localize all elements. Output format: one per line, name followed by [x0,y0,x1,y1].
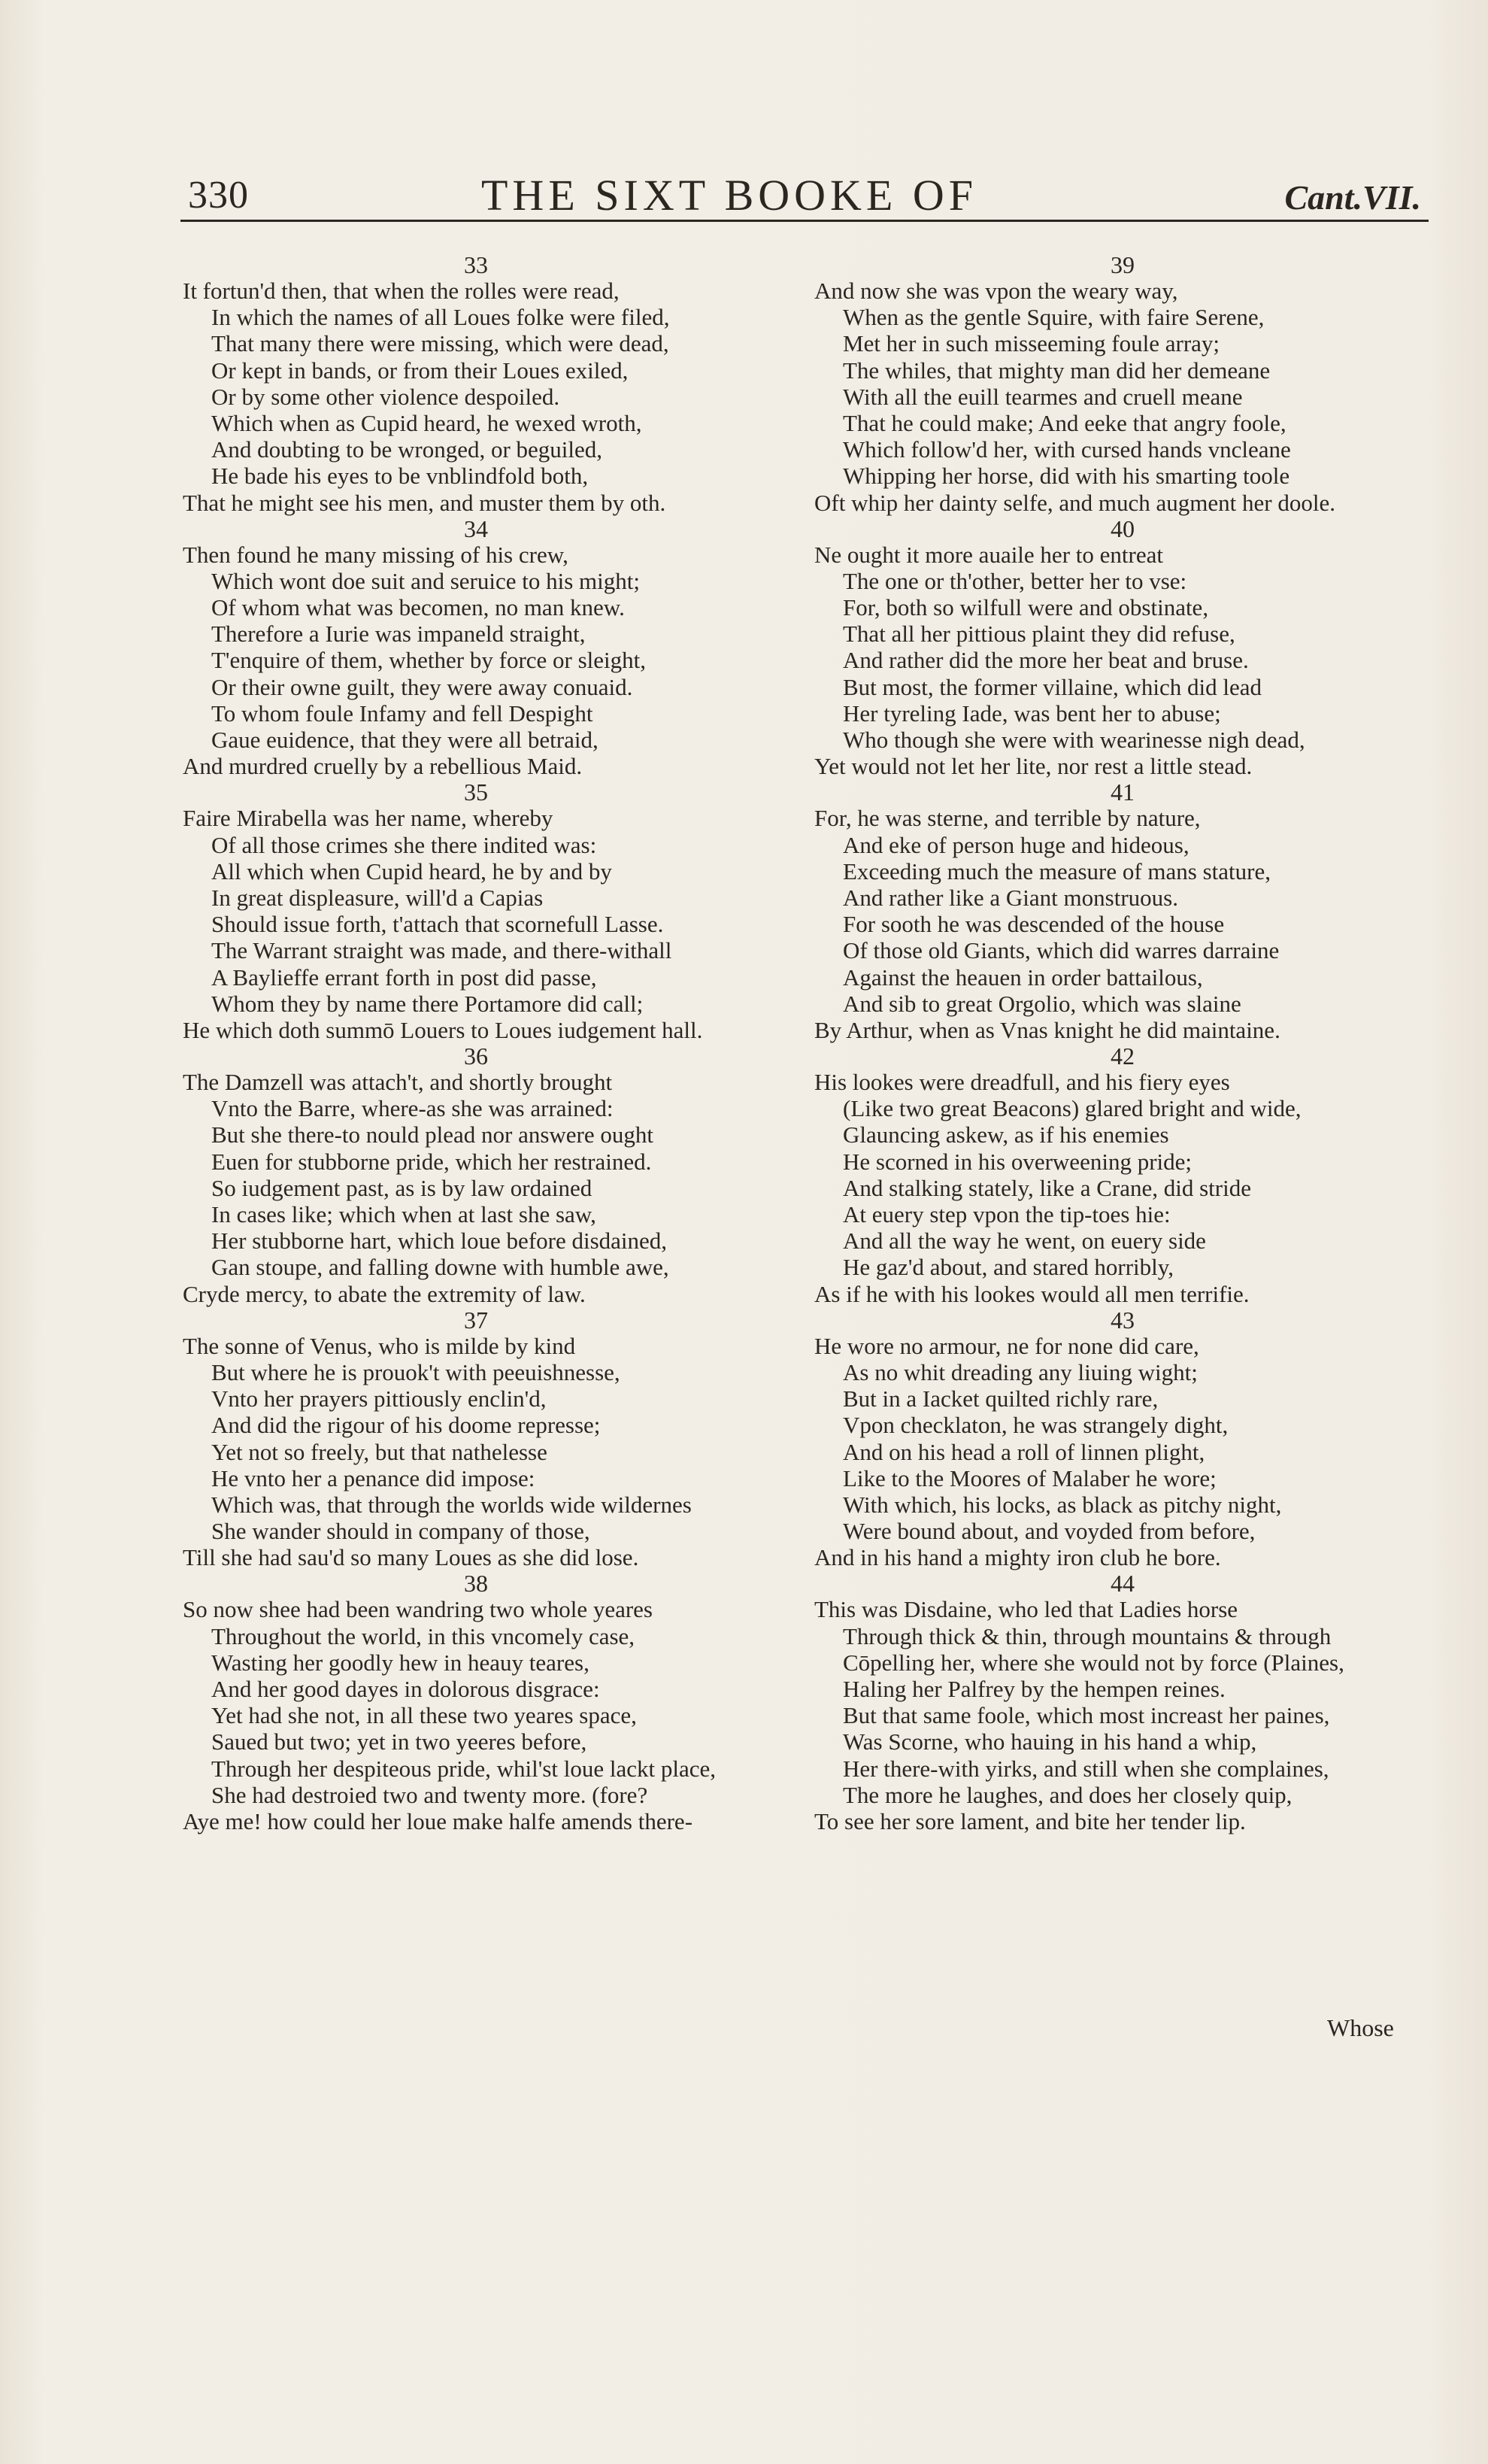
verse-line: In great displeasure, will'd a Capias [211,884,544,911]
verse-line: It fortun'd then, that when the rolles were read, [183,278,620,304]
verse-line: Were bound about, and voyded from before, [843,1518,1256,1545]
verse-line: Or kept in bands, or from their Loues exiled, [211,357,629,384]
verse-line: Yet would not let her lite, nor rest a little stead. [814,753,1253,780]
verse-line: Of all those crimes she there indited was: [211,831,597,858]
stanza [183,252,769,516]
verse-line: But she there-to nould plead nor answere ought [211,1121,653,1149]
stanza [814,252,1431,516]
verse-line: Haling her Palfrey by the hempen reines. [843,1676,1226,1702]
verse-line: Her stubborne hart, which loue before disdained, [211,1227,668,1255]
verse-line: Against the heauen in order battailous, [843,963,1203,991]
verse-line: And murdred cruelly by a rebellious Maid. [183,753,583,780]
verse-line: Exceeding much the measure of mans stature, [843,857,1271,885]
verse-line: By Arthur, when as Vnas knight he did maintaine. [814,1016,1280,1043]
verse-line: Yet had she not, in all these two yeares space, [211,1702,637,1729]
stanza-number: 34 [464,514,488,542]
verse-line: Of whom what was becomen, no man knew. [211,594,625,621]
verse-line: And doubting to be wronged, or beguiled, [211,436,603,463]
verse-line: (Like two great Beacons) glared bright and wide, [843,1095,1302,1122]
verse-line: That many there were missing, which were dead, [211,330,669,357]
verse-line: Met her in such misseeming foule array; [843,330,1220,357]
verse-line: He vnto her a penance did impose: [211,1464,535,1491]
verse-line: So now shee had been wandring two whole yeares [183,1596,653,1623]
stanza [814,1043,1431,1307]
verse-line: A Baylieffe errant forth in post did passe, [211,963,597,991]
verse-line: He gaz'd about, and stared horribly, [843,1254,1174,1281]
verse-line: She had destroied two and twenty more. (fore? [211,1781,648,1808]
verse-line: Which wont doe suit and seruice to his might; [211,567,640,594]
verse-line: Therefore a Iurie was impaneld straight, [211,621,586,648]
verse-line: Which follow'd her, with cursed hands vncleane [843,436,1291,463]
verse-line: Vnto her prayers pittiously enclin'd, [211,1385,547,1413]
stanza [814,516,1431,780]
verse-line: Glauncing askew, as if his enemies [843,1121,1169,1149]
stanza [183,1043,769,1307]
verse-line: But where he is prouok't with peeuishnesse, [211,1358,620,1385]
verse-line: As if he with his lookes would all men terrifie. [814,1280,1250,1307]
verse-line: Through her despiteous pride, whil'st loue lackt place, [211,1755,717,1782]
stanza-number: 37 [464,1306,488,1334]
verse-line: So iudgement past, as is by law ordained [211,1174,592,1201]
verse-line: When as the gentle Squire, with faire Serene, [843,304,1265,331]
stanza [183,1307,769,1571]
verse-line: That he could make; And eeke that angry foole, [843,409,1286,436]
verse-line: All which when Cupid heard, he by and by [211,857,612,885]
verse-line: In which the names of all Loues folke were filed, [211,304,670,331]
right-column [814,252,1431,1834]
verse-line: The sonne of Venus, who is milde by kind [183,1332,576,1359]
verse-line: Should issue forth, t'attach that scornefull Lasse. [211,911,664,938]
canto-reference: Cant.VII. [1284,178,1421,217]
verse-line: With all the euill tearmes and cruell meane [843,383,1243,410]
verse-line: Then found he many missing of his crew, [183,541,568,568]
verse-line: For sooth he was descended of the house [843,911,1225,938]
verse-line: Her tyreling Iade, was bent her to abuse; [843,699,1221,727]
stanza-number: 36 [464,1042,488,1070]
stanza [814,1307,1431,1571]
verse-line: But most, the former villaine, which did lead [843,673,1262,700]
verse-line: His lookes were dreadfull, and his fiery eyes [814,1069,1230,1096]
verse-line: Which when as Cupid heard, he wexed wroth, [211,409,642,436]
verse-line: And on his head a roll of linnen plight, [843,1438,1205,1465]
verse-line: And sib to great Orgolio, which was slaine [843,990,1241,1017]
verse-line: Whom they by name there Portamore did call; [211,990,644,1017]
verse-line: Through thick & thin, through mountains & through [843,1622,1332,1649]
verse-line: The one or th'other, better her to vse: [843,567,1187,594]
verse-line: The more he laughes, and does her closely quip, [843,1781,1293,1808]
verse-line: That he might see his men, and muster them by oth. [183,489,666,516]
verse-line: Gan stoupe, and falling downe with humble awe, [211,1254,669,1281]
verse-line: Cryde mercy, to abate the extremity of law. [183,1280,586,1307]
verse-line: With which, his locks, as black as pitchy night, [843,1491,1282,1518]
verse-line: Saued but two; yet in two yeeres before, [211,1728,587,1755]
stanza [183,516,769,780]
stanza-number: 39 [1111,251,1135,278]
verse-line: And did the rigour of his doome represse; [211,1412,601,1439]
verse-line: He wore no armour, ne for none did care, [814,1332,1199,1359]
verse-line: This was Disdaine, who led that Ladies horse [814,1596,1238,1623]
verse-line: Was Scorne, who hauing in his hand a whip, [843,1728,1257,1755]
verse-line: And rather like a Giant monstruous. [843,884,1178,911]
verse-line: But in a Iacket quilted richly rare, [843,1385,1159,1413]
verse-line: Ne ought it more auaile her to entreat [814,541,1163,568]
verse-line: To see her sore lament, and bite her tender lip. [814,1807,1246,1834]
stanza [183,779,769,1043]
verse-line: She wander should in company of those, [211,1518,590,1545]
verse-line: But that same foole, which most increast her paines, [843,1702,1330,1729]
verse-line: For, both so wilfull were and obstinate, [843,594,1209,621]
stanza-number: 33 [464,251,488,278]
verse-line: And her good dayes in dolorous disgrace: [211,1676,600,1702]
stanza-number: 35 [464,778,488,806]
verse-line: And all the way he went, on euery side [843,1227,1206,1255]
stanza [814,779,1431,1043]
verse-line: Or by some other violence despoiled. [211,383,560,410]
verse-line: As no whit dreading any liuing wight; [843,1358,1198,1385]
left-column [183,252,769,1834]
stanza-number: 41 [1111,778,1135,806]
stanza-number: 43 [1111,1306,1135,1334]
page-header [180,167,1429,222]
verse-line: Oft whip her dainty selfe, and much augment her doole. [814,489,1335,516]
catchword: Whose [1327,2014,1394,2041]
verse-line: Gaue euidence, that they were all betraid, [211,727,599,753]
verse-line: Vpon checklaton, he was strangely dight, [843,1412,1229,1439]
verse-line: Faire Mirabella was her name, whereby [183,805,553,832]
verse-line: For, he was sterne, and terrible by nature, [814,805,1201,832]
verse-line: Till she had sau'd so many Loues as she did lose. [183,1544,639,1571]
verse-line: Who though she were with wearinesse nigh dead, [843,727,1305,753]
verse-line: And rather did the more her beat and bruse. [843,647,1249,674]
stanza [183,1570,769,1834]
verse-line: Throughout the world, in this vncomely case, [211,1622,635,1649]
running-title: THE SIXT BOOKE OF [481,171,977,220]
verse-line: Wasting her goodly hew in heauy teares, [211,1649,589,1676]
verse-line: Like to the Moores of Malaber he wore; [843,1464,1217,1491]
verse-line: Of those old Giants, which did warres darraine [843,937,1280,964]
verse-line: In cases like; which when at last she saw, [211,1201,596,1227]
verse-line: Cōpelling her, where she would not by force (Plaines, [843,1649,1344,1676]
verse-line: Her there-with yirks, and still when she complaines, [843,1755,1329,1782]
stanza-number: 42 [1111,1042,1135,1070]
page-number: 330 [188,174,249,217]
stanza-number: 38 [464,1570,488,1598]
verse-line: The Warrant straight was made, and there-withall [211,937,672,964]
stanza [814,1570,1431,1834]
verse-line: To whom foule Infamy and fell Despight [211,699,593,727]
verse-line: Vnto the Barre, where-as she was arrained: [211,1095,614,1122]
verse-line: He scorned in his overweening pride; [843,1148,1193,1175]
verse-line: Or their owne guilt, they were away conuaid. [211,673,633,700]
verse-line: T'enquire of them, whether by force or sleight, [211,647,647,674]
verse-line: Euen for stubborne pride, which her restrained. [211,1148,652,1175]
verse-line: Whipping her horse, did with his smarting toole [843,463,1290,490]
stanza-number: 44 [1111,1570,1135,1598]
verse-line: Yet not so freely, but that nathelesse [211,1438,547,1465]
stanza-number: 40 [1111,514,1135,542]
verse-line: And stalking stately, like a Crane, did stride [843,1174,1251,1201]
verse-line: He which doth summō Louers to Loues iudgement hall. [183,1016,703,1043]
verse-line: And eke of person huge and hideous, [843,831,1189,858]
verse-line: And now she was vpon the weary way, [814,278,1178,304]
verse-line: And in his hand a mighty iron club he bore. [814,1544,1221,1571]
verse-line: At euery step vpon the tip-toes hie: [843,1201,1171,1227]
verse-line: That all her pittious plaint they did refuse, [843,621,1235,648]
verse-line: He bade his eyes to be vnblindfold both, [211,463,589,490]
verse-line: The whiles, that mighty man did her demeane [843,357,1271,384]
verse-line: The Damzell was attach't, and shortly brought [183,1069,613,1096]
verse-line: Which was, that through the worlds wide wildernes [211,1491,692,1518]
verse-line: Aye me! how could her loue make halfe amends there- [183,1807,693,1834]
